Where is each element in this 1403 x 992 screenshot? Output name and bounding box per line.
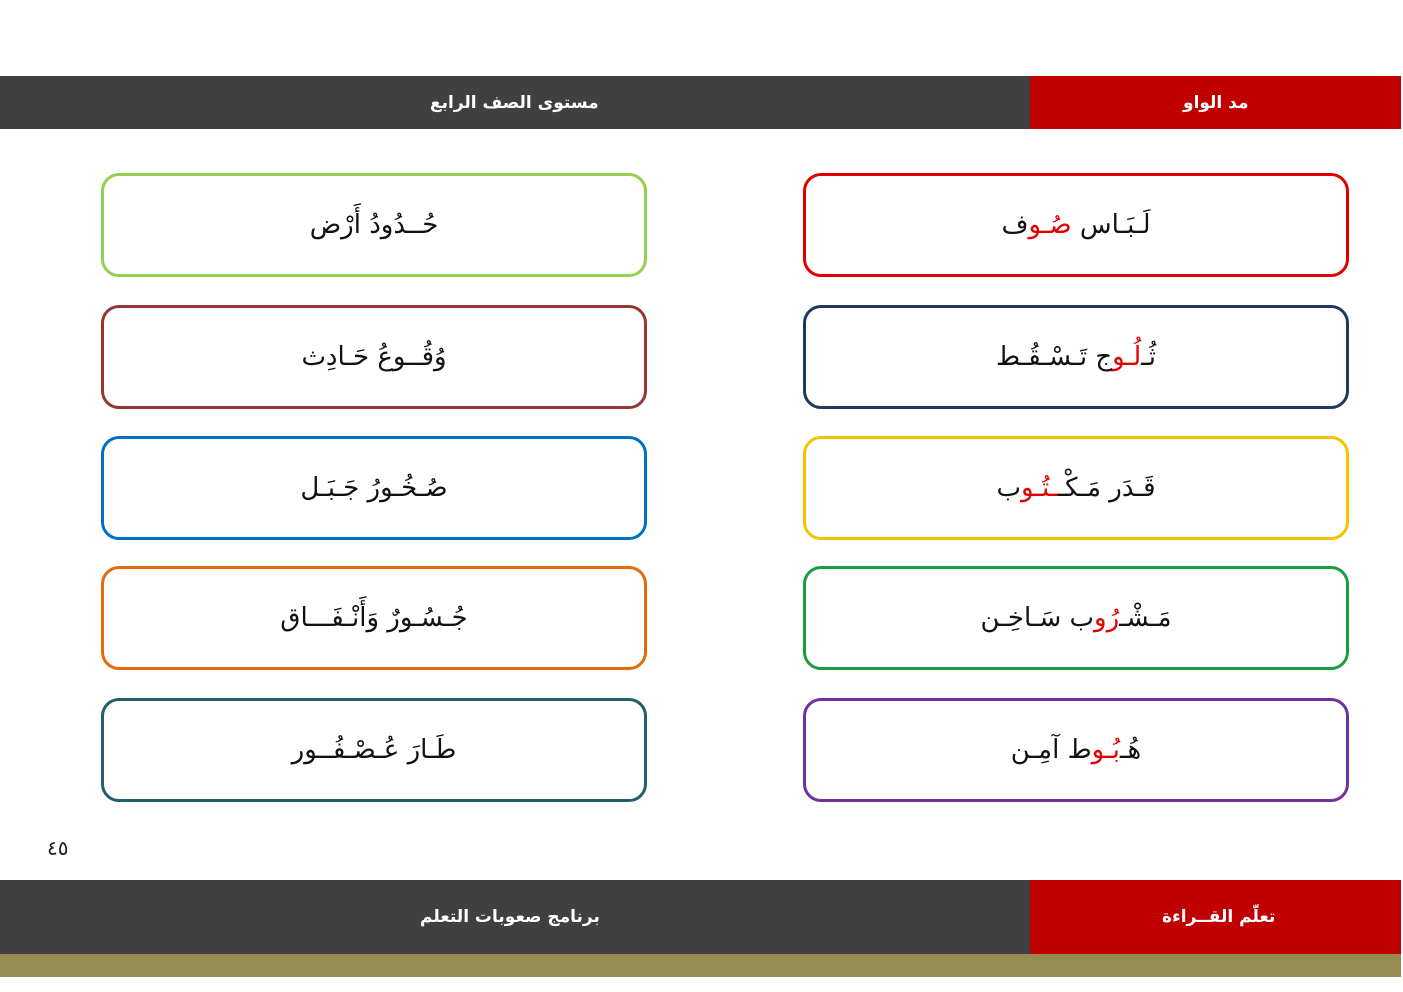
card-text-before: هُـ	[1119, 735, 1142, 765]
card-text-highlight: ـتُـو	[1020, 473, 1058, 503]
header-level-section	[0, 76, 1030, 129]
card-text-after: ب سَـاخِـن	[980, 603, 1095, 633]
card-text-before: ثُـ	[1141, 342, 1157, 372]
word-card	[101, 173, 647, 277]
footer-strip	[0, 954, 1401, 977]
card-text-highlight: بُـو	[1091, 735, 1120, 765]
program-name: برنامج صعوبات التعلم	[420, 907, 600, 927]
word-card	[803, 436, 1349, 540]
card-text: جُـسُـورٌ وَأَنْـفَـــاق	[280, 603, 468, 633]
word-card	[101, 698, 647, 802]
word-card	[101, 305, 647, 409]
header-lesson-section	[1030, 76, 1401, 129]
word-card	[803, 305, 1349, 409]
grade-level-label: مستوى الصف الرابع	[430, 92, 599, 113]
card-text-after: ف	[1001, 210, 1029, 240]
word-card	[803, 173, 1349, 277]
card-text-after: ب	[996, 473, 1021, 503]
page-number: ٤٥	[47, 836, 69, 860]
footer-program-section	[0, 880, 1030, 954]
card-text-before: قَـدَر مَـكْـ	[1057, 473, 1156, 503]
card-text: وُقُــوعُ حَـادِث	[301, 342, 447, 372]
card-text: صُـخُـورُ جَـبَـل	[300, 473, 448, 503]
word-card	[101, 436, 647, 540]
card-text-highlight: صُـو	[1028, 210, 1072, 240]
card-text-highlight: لُـو	[1112, 342, 1142, 372]
footer-bar	[0, 880, 1401, 954]
series-title: تعلّم القــراءة	[1162, 907, 1276, 927]
card-text-highlight: رُو	[1094, 603, 1120, 633]
card-text-after: ط آمِـن	[1010, 735, 1092, 765]
card-text: طَـارَ عُـصْـفُــور	[291, 735, 457, 765]
card-text-before: لَـبَـاس	[1071, 210, 1151, 240]
top-header-bar	[0, 76, 1401, 129]
lesson-title: مد الواو	[1183, 92, 1249, 113]
card-text-before: مَـشْـ	[1119, 603, 1172, 633]
card-text: حُــدُودُ أَرْض	[309, 210, 439, 240]
footer-series-section	[1030, 880, 1401, 954]
word-card	[101, 566, 647, 670]
word-card	[803, 698, 1349, 802]
card-text-after: ج تَـسْـقُـط	[996, 342, 1113, 372]
word-card	[803, 566, 1349, 670]
